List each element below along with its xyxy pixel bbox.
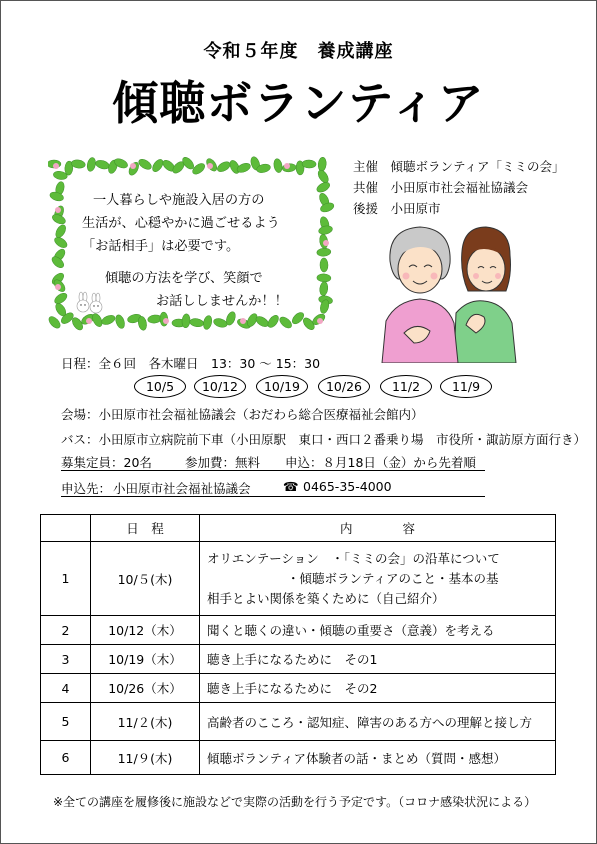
flower (55, 284, 61, 290)
leaf (317, 157, 326, 172)
table-row (41, 674, 556, 703)
date-pill: 10/12 (194, 375, 246, 398)
flower (163, 318, 169, 324)
leaf (320, 258, 328, 272)
leaf (278, 315, 294, 330)
course-subtitle: 令和５年度 養成講座 (203, 41, 394, 62)
leaf (216, 160, 232, 174)
session-content-line: ・傾聴ボランティアのこと・基本の基 (287, 570, 499, 586)
table-row (41, 542, 556, 616)
leaf (137, 157, 153, 171)
intro-line-2: 生活が、心穏やかに過ごせるよう (82, 216, 280, 231)
session-date: 11/９(木) (91, 741, 200, 775)
leaf (319, 281, 329, 296)
leaf (53, 291, 69, 306)
session-content: 聞くと聴くの違い・傾聴の重要さ（意義）を考える (200, 616, 556, 645)
leaf (189, 318, 204, 328)
leaf (202, 315, 213, 330)
bus-info: バス：小田原市立病院前下車（小田原駅 東口・西口２番乗り場 市役所・諏訪原方面行き） (61, 432, 587, 447)
apply-info: 申込：８月18日（金）から先着順 (285, 455, 476, 470)
page-title: 傾聴ボランティア (112, 76, 485, 130)
intro-line-4: 傾聴の方法を学び、笑顔で (105, 271, 263, 286)
table-row (41, 616, 556, 645)
table-header-date: 日 程 (91, 515, 200, 542)
session-number: 4 (41, 674, 91, 703)
date-pill: 10/19 (256, 375, 308, 398)
session-content: 高齢者のこころ・認知症、障害のある方への理解と接し方 (200, 703, 556, 741)
leaf (213, 317, 229, 329)
bunny-icon (72, 291, 106, 315)
leaf (53, 235, 69, 249)
leaf (150, 158, 165, 174)
flower (284, 163, 290, 169)
fee-info: 参加費：無料 (185, 455, 261, 470)
leaf (86, 157, 97, 172)
contact-info (61, 479, 485, 497)
table-header-content: 内 容 (200, 515, 556, 542)
organizer-support: 後援 小田原市 (353, 201, 441, 216)
venue-info: 会場：小田原市社会福祉協議会（おだわら総合医療福祉会館内） (61, 407, 424, 422)
contact-label: 申込先： (61, 481, 112, 496)
organizer-cohost: 共催 小田原市社会福祉協議会 (353, 180, 529, 195)
session-content-line: 相手とよい関係を築くために（自己紹介） (207, 590, 445, 606)
schedule-summary: 日程：全６回 各木曜日 13：30 ～ 15：30 (61, 356, 321, 371)
intro-line-5: お話ししませんか！！ (156, 294, 288, 309)
leaf (316, 168, 330, 184)
session-number: 5 (41, 703, 91, 741)
leaf (114, 314, 126, 330)
date-pill: 11/9 (440, 375, 492, 398)
leaf (266, 313, 281, 329)
flower (207, 163, 213, 169)
session-content (200, 542, 556, 616)
session-date: 10/26（木） (91, 674, 200, 703)
table-header-row (41, 515, 556, 542)
leaf (100, 314, 116, 327)
table-row (41, 741, 556, 775)
leaf (315, 180, 331, 194)
table-header-number (41, 515, 91, 542)
leaf (95, 159, 111, 171)
flower (317, 318, 323, 324)
session-content: 聴き上手になるために その1 (200, 645, 556, 674)
session-content-line: オリエンテーション ・「ミミの会」の沿革について (207, 550, 500, 566)
leaf (48, 315, 62, 331)
flower (323, 240, 329, 246)
leaf (273, 158, 283, 173)
session-number: 3 (41, 645, 91, 674)
session-number: 2 (41, 616, 91, 645)
organizer-host: 主催 傾聴ボランティア「ミミの会」 (353, 159, 565, 174)
session-date: 10/19（木） (91, 645, 200, 674)
schedule-table (40, 514, 556, 775)
phone-number: 0465-35-4000 (303, 479, 392, 494)
session-number: 6 (41, 741, 91, 775)
footnote: ※全ての講座を履修後に施設などで実際の活動を行う予定です。（コロナ感染状況による） (53, 795, 537, 809)
flower (130, 163, 136, 169)
leaf (318, 225, 333, 236)
capacity-info: 募集定員：20名 (61, 455, 152, 470)
flower (86, 318, 92, 324)
session-date: 11/２(木) (91, 703, 200, 741)
flower (53, 163, 59, 169)
session-date: 10/５(木) (91, 542, 200, 616)
phone-icon: ☎ (283, 479, 299, 494)
leaf (317, 248, 332, 257)
intro-line-1: 一人暮らしや施設入居の方の (93, 193, 265, 208)
date-pill: 11/2 (380, 375, 432, 398)
leaf (302, 160, 316, 168)
session-number: 1 (41, 542, 91, 616)
session-content: 聴き上手になるために その2 (200, 674, 556, 703)
leaf (290, 310, 306, 326)
leaf (54, 223, 68, 239)
entry-info (61, 453, 485, 471)
flower (55, 207, 61, 213)
session-content: 傾聴ボランティア体験者の話・まとめ（質問・感想） (200, 741, 556, 775)
table-row (41, 645, 556, 674)
leaf (181, 314, 190, 329)
intro-line-3: 「お話相手」は必要です。 (82, 239, 240, 254)
leaf (317, 274, 331, 283)
table-row (41, 703, 556, 741)
elderly-and-caregiver-illustration (376, 213, 526, 363)
session-date: 10/12（木） (91, 616, 200, 645)
date-pill: 10/26 (318, 375, 370, 398)
intro-box (71, 177, 313, 310)
flower (240, 318, 246, 324)
contact-org: 小田原市社会福祉協議会 (113, 481, 251, 496)
date-pill: 10/5 (134, 375, 186, 398)
